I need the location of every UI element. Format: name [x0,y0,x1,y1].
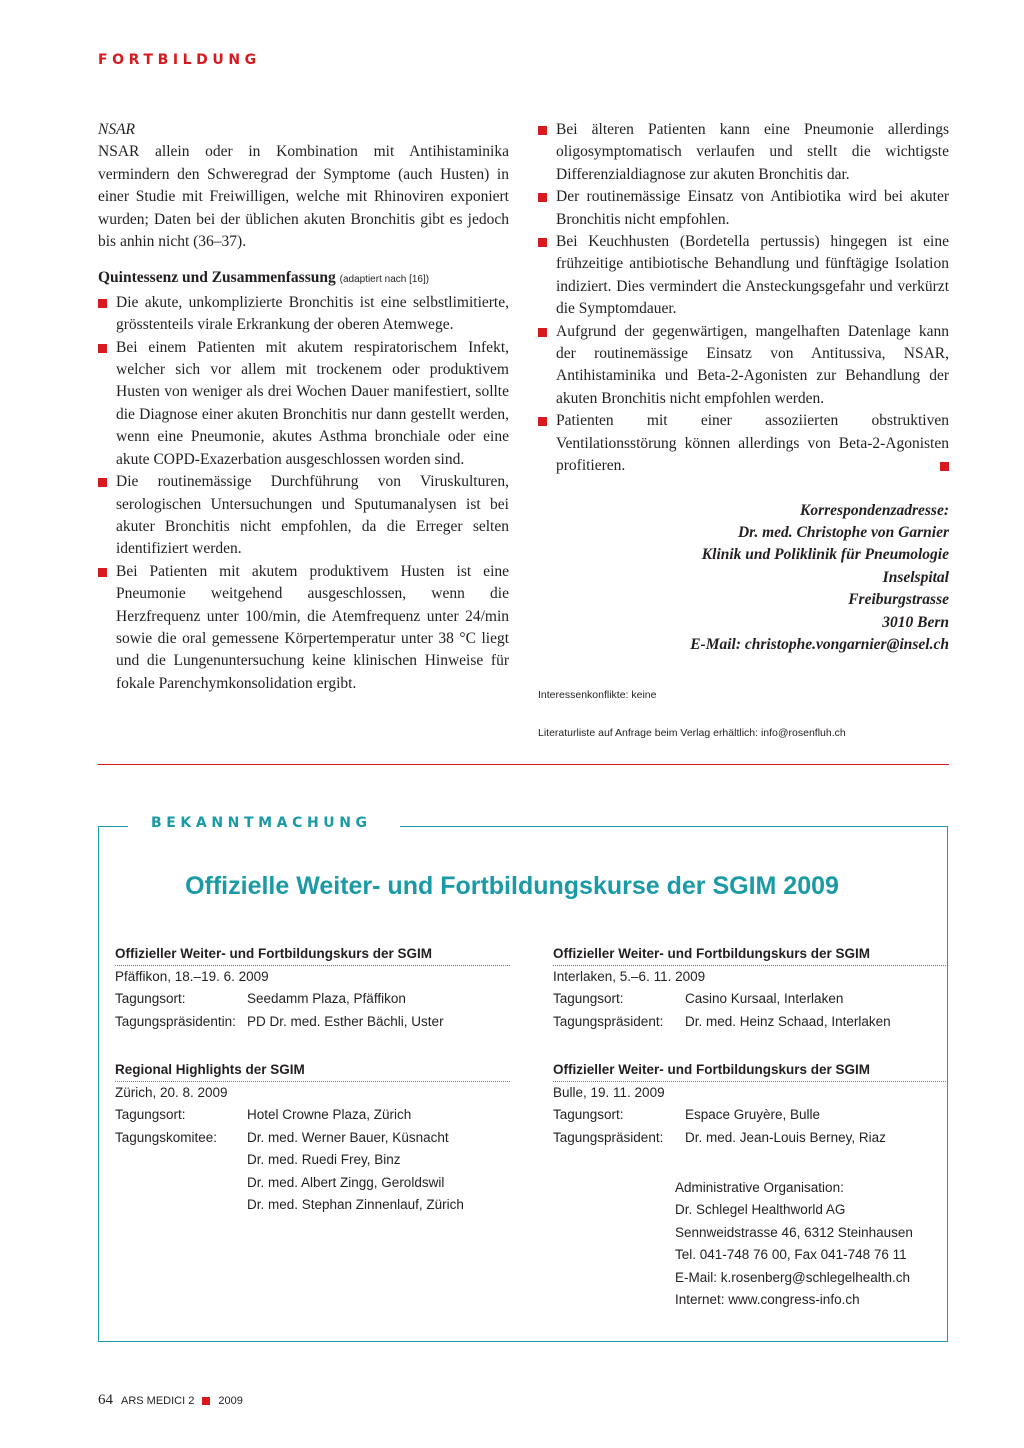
bullet-item [538,119,949,186]
contact-line: 3010 Bern [882,613,949,631]
end-square-icon [940,462,949,471]
contact-email[interactable]: E-Mail: christophe.vongarnier@insel.ch [690,635,949,653]
nsar-paragraph: NSAR allein oder in Kombination mit Antihistaminika vermindern den Schweregrad der Symptome (auch Husten) in einer Studie mit Freiwilligen, welche mit Rhinoviren exponiert wurden; Daten bei der üblichen akuten Bronchitis gibt es jedoch bis anhin nicht (36–37). [98,143,509,251]
course-row-label: Tagungsort: [115,991,186,1007]
course-row-value [247,1127,510,1217]
admin-line: Tel. 041-748 76 00, Fax 041-748 76 11 [675,1247,907,1263]
course-title: Regional Highlights der SGIM [115,1059,510,1082]
summary-bullet-list-continued [538,119,949,478]
course-row-value: Dr. med. Heinz Schaad, Interlaken [685,1013,891,1029]
bullet-square-icon [98,344,107,353]
course-block [115,1059,510,1216]
course-date: Zürich, 20. 8. 2009 [115,1085,228,1100]
bullet-square-icon [538,126,547,135]
course-row-value: Hotel Crowne Plaza, Zürich [247,1107,412,1123]
course-block [553,1059,948,1149]
section-header: FORTBILDUNG [98,52,261,68]
bullet-item [538,410,949,477]
summary-heading-text: Quintessenz und Zusammenfassung [98,269,336,287]
course-row-value: Casino Kursaal, Interlaken [685,991,844,1007]
bullet-text: Bei Keuchhusten (Bordetella pertussis) hingegen ist eine frühzeitige antibiotische Behandlung und fünftägige Isolation indiziert. Dies vermindert die Ansteckungsgefahr und verkürzt die Symptomdauer. [556,233,949,318]
literature-note: Literaturliste auf Anfrage beim Verlag erhältlich: info@rosenfluh.ch [538,727,846,739]
contact-line: Klinik und Poliklinik für Pneumologie [701,546,949,564]
course-title: Offizieller Weiter- und Fortbildungskurs der SGIM [553,943,948,966]
bullet-text: Die akute, unkomplizierte Bronchitis ist eine selbstlimitierte, grösstenteils virale Erkrankung der oberen Atemwege. [116,293,509,334]
committee-member: Dr. med. Albert Zingg, Geroldswil [247,1174,445,1190]
course-row [115,988,510,1010]
bullet-text: Bei Patienten mit akutem produktivem Husten ist eine Pneumonie weitgehend ausgeschlossen, wenn die Herzfrequenz unter 100/min, die Atemfrequenz unter 24/min sowie die oral gemessene Körpertemperatur unter 38 °C liegt und die Lungenuntersuchung keine klinischen Hinweise für fokale Parenchymkonsolidation ergibt. [116,562,509,692]
committee-member: Dr. med. Werner Bauer, Küsnacht [247,1129,449,1145]
nsar-heading: NSAR [98,121,136,138]
course-block [553,943,948,1033]
course-row-value: PD Dr. med. Esther Bächli, Uster [247,1013,444,1029]
bullet-square-icon [98,568,107,577]
course-row-label: Tagungsort: [553,1107,624,1123]
admin-website[interactable]: Internet: www.congress-info.ch [675,1292,860,1308]
page-footer [98,1392,243,1409]
course-date: Bulle, 19. 11. 2009 [553,1085,665,1100]
bullet-text: Die routinemässige Durchführung von Viruskulturen, serologischen Untersuchungen und Sputumanalysen ist bei akuter Bronchitis nicht empfohlen, da die Erreger selten identifiziert werden. [116,473,509,558]
journal-name: ARS MEDICI 2 [121,1394,195,1407]
course-row [115,1011,510,1033]
course-title: Offizieller Weiter- und Fortbildungskurs der SGIM [553,1059,948,1082]
course-row [553,1127,948,1149]
course-row-value: Dr. med. Jean-Louis Berney, Riaz [685,1129,886,1145]
left-column [98,119,509,695]
course-row-value: Espace Gruyère, Bulle [685,1107,821,1123]
course-row [115,1104,510,1126]
section-divider [98,764,949,765]
bullet-item [98,561,509,695]
announcement-title: Offizielle Weiter- und Fortbildungskurse der SGIM 2009 [185,872,839,900]
course-title: Offizieller Weiter- und Fortbildungskurs der SGIM [115,943,510,966]
admin-line: Administrative Organisation: [675,1180,844,1195]
announcement-label: BEKANNTMACHUNG [151,815,372,831]
bullet-square-icon [98,478,107,487]
contact-line: Freiburgstrasse [848,591,949,609]
course-row [553,1104,948,1126]
course-date: Pfäffikon, 18.–19. 6. 2009 [115,969,269,984]
course-block [115,943,510,1033]
bullet-text: Bei älteren Patienten kann eine Pneumonie allerdings oligosymptomatisch verlaufen und stellt die wichtigste Differenzialdiagnose zur akuten Bronchitis dar. [556,121,949,183]
bullet-item [98,292,509,337]
bullet-item [538,231,949,321]
bullet-text: Bei einem Patienten mit akutem respiratorischem Infekt, welcher sich vor allem mit trockenem oder produktivem Husten von weniger als drei Wochen Dauer manifestiert, sollte die Diagnose einer akuten Bronchitis nur dann gestellt werden, wenn eine Pneumonie, akutes Asthma bronchiale oder eine akute COPD-Exazerbation ausgeschlossen worden sind. [116,338,509,468]
admin-email[interactable]: E-Mail: k.rosenberg@schlegelhealth.ch [675,1269,911,1285]
course-row [553,988,948,1010]
committee-member: Dr. med. Ruedi Frey, Binz [247,1152,401,1168]
bullet-square-icon [538,238,547,247]
bullet-text: Aufgrund der gegenwärtigen, mangelhaften Datenlage kann der routinemässige Einsatz von Antitussiva, NSAR, Antihistaminika und Beta-2-Agonisten zur Behandlung der akuten Bronchitis nicht empfohlen werden. [556,322,949,407]
course-row-label: Tagungsort: [115,1107,186,1123]
admin-line: Sennweidstrasse 46, 6312 Steinhausen [675,1224,913,1240]
contact-line: Inselspital [882,568,949,586]
admin-line: Dr. Schlegel Healthworld AG [675,1202,846,1218]
summary-bullet-list [98,292,509,695]
bullet-item [98,471,509,561]
correspondence-address [538,500,949,657]
committee-member: Dr. med. Stephan Zinnenlauf, Zürich [247,1197,464,1213]
contact-line: Korrespondenzadresse: [800,501,949,519]
conflicts-note: Interessenkonflikte: keine [538,689,657,701]
course-row-value: Seedamm Plaza, Pfäffikon [247,991,406,1007]
admin-organisation [675,1177,913,1311]
course-row [553,1011,948,1033]
course-row [115,1127,510,1217]
bullet-square-icon [538,193,547,202]
bullet-square-icon [538,328,547,337]
bullet-square-icon [98,299,107,308]
summary-heading-note: (adaptiert nach [16]) [339,274,430,286]
course-row-label: Tagungsort: [553,991,624,1007]
course-row-label: Tagungskomitee: [115,1129,218,1145]
course-date: Interlaken, 5.–6. 11. 2009 [553,969,706,984]
summary-heading [98,267,509,291]
bullet-item [538,321,949,411]
course-row-label: Tagungspräsidentin: [115,1013,236,1029]
bullet-text: Patienten mit einer assoziierten obstruktiven Ventilationsstörung können allerdings von Beta-2-Agonisten profitieren. [556,412,949,475]
right-column [538,119,949,656]
bullet-item [538,186,949,231]
course-row-label: Tagungspräsident: [553,1013,664,1029]
page-number: 64 [98,1392,113,1408]
footer-year: 2009 [218,1394,243,1407]
bullet-text: Der routinemässige Einsatz von Antibiotika wird bei akuter Bronchitis nicht empfohlen. [556,188,949,228]
course-row-label: Tagungspräsident: [553,1129,664,1145]
contact-line: Dr. med. Christophe von Garnier [737,523,949,541]
bullet-square-icon [538,417,547,426]
footer-square-icon [202,1397,210,1405]
bullet-item [98,337,509,471]
